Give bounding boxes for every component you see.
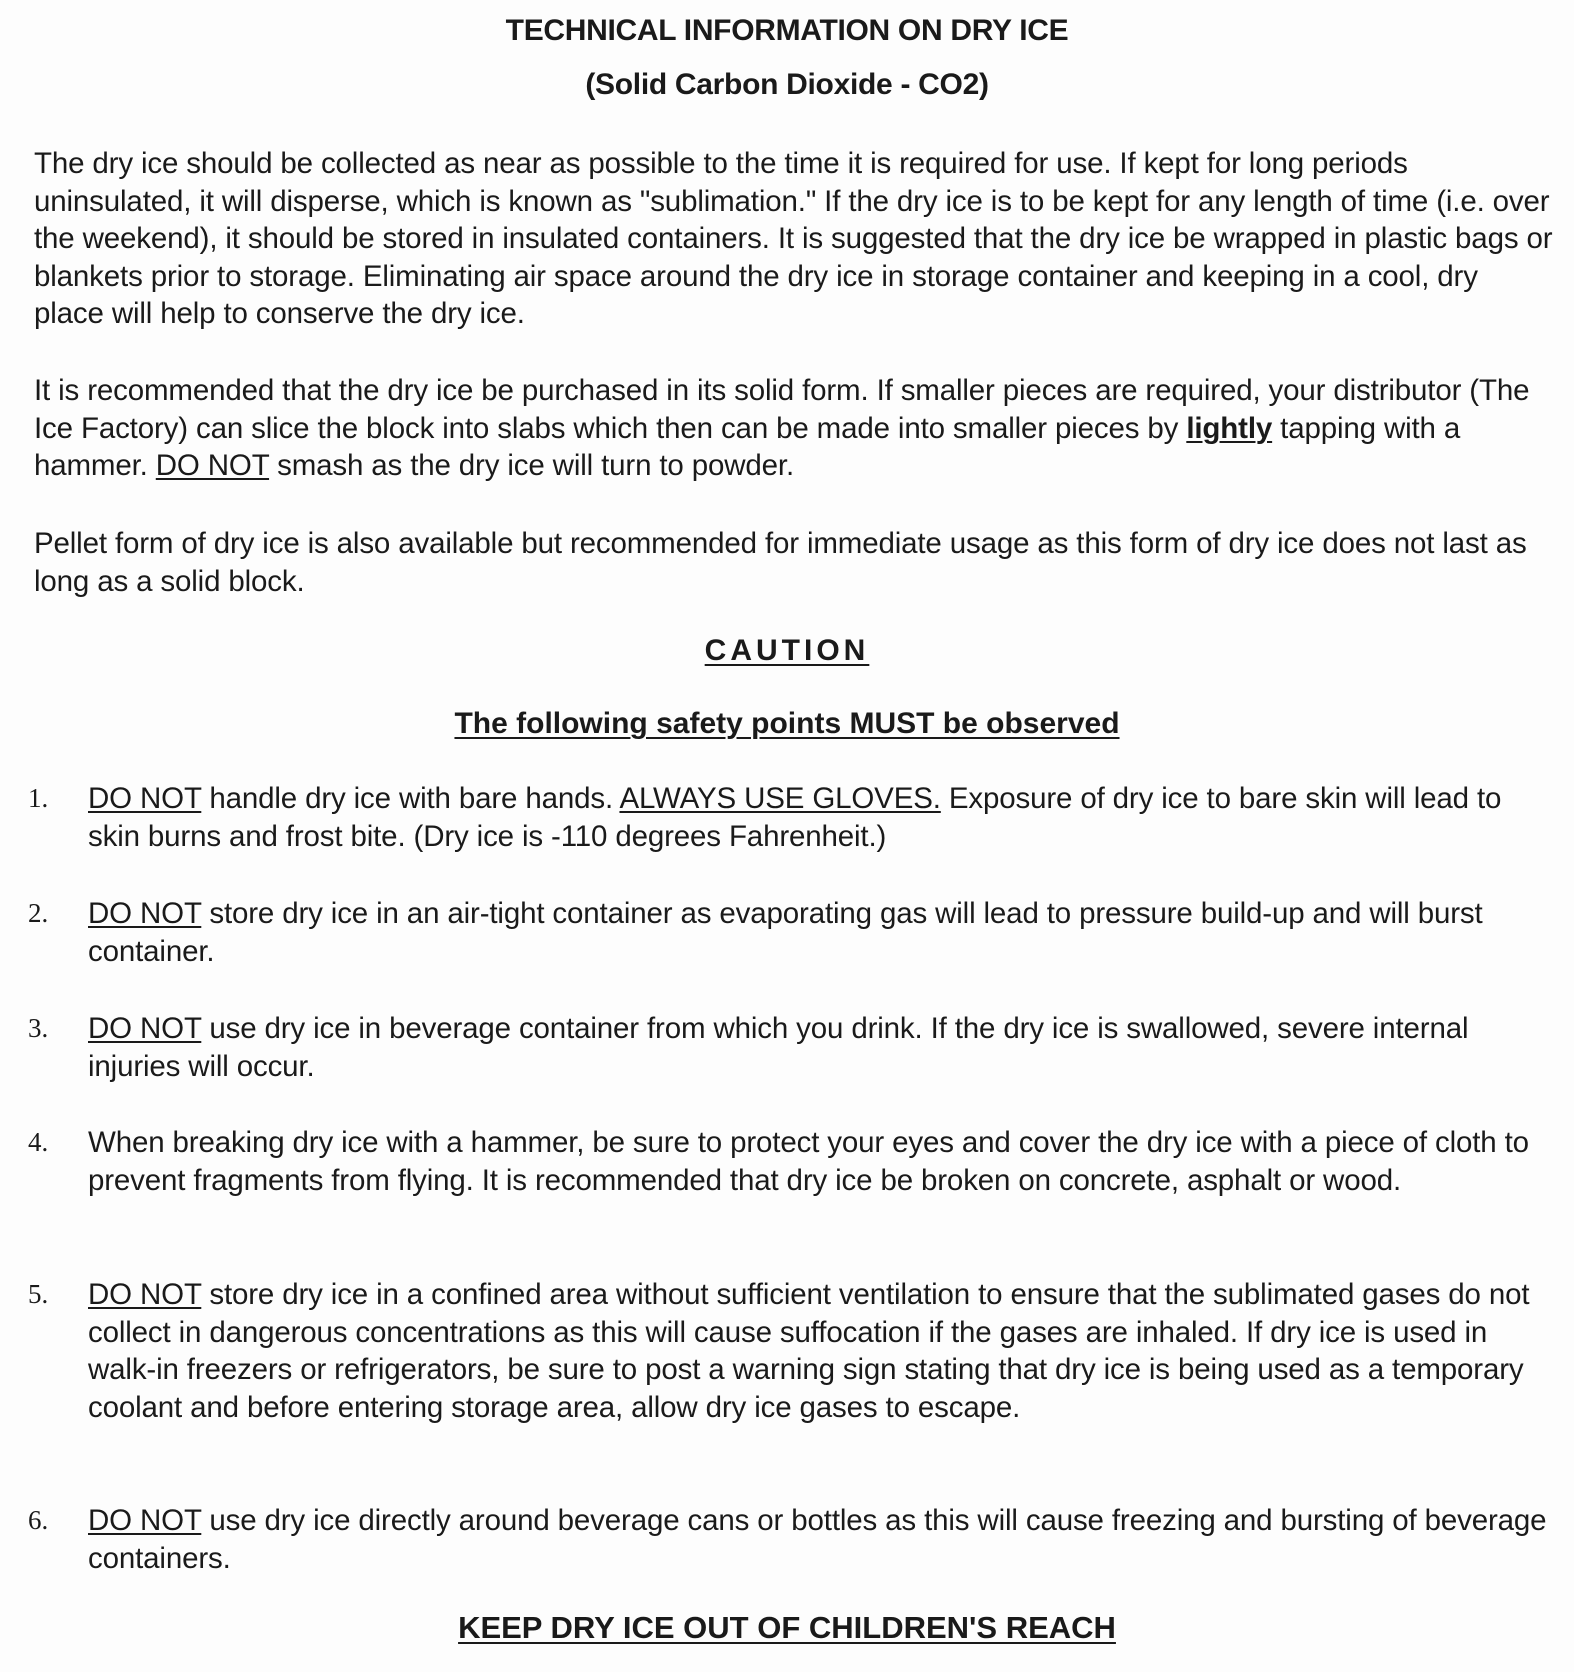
item-body: use dry ice directly around beverage cans or bottles as this will cause freezing and bursting of beverage containers. — [88, 1504, 1547, 1575]
item-body: use dry ice in beverage container from which you drink. If the dry ice is swallowed, severe internal injuries will occur. — [88, 1012, 1469, 1083]
emphasis-do-not: DO NOT — [155, 449, 270, 482]
item-number: 2. — [28, 898, 49, 928]
item-number: 4. — [28, 1127, 49, 1157]
para-text: tapping with a hammer. — [34, 411, 1461, 482]
emphasis-do-not: DO NOT — [88, 1278, 202, 1311]
emphasis-always-use-gloves: ALWAYS USE GLOVES. — [619, 782, 941, 815]
item-text: When breaking dry ice with a hammer, be sure to protect your eyes and cover the dry ice with a piece of cloth to prevent fragments from flying. It is recommended that dry ice be broken on concrete, asphalt or wood. — [88, 1126, 1529, 1197]
emphasis-do-not: DO NOT — [88, 1504, 202, 1537]
document-subtitle: (Solid Carbon Dioxide - CO2) — [585, 68, 989, 101]
item-body: handle dry ice with bare hands. — [201, 782, 620, 815]
item-body: Exposure of dry ice to bare skin will lead to skin burns and frost bite. (Dry ice is -110 degrees Fahrenheit.) — [88, 782, 1502, 853]
item-text — [88, 1010, 1558, 1085]
item-text — [88, 780, 1558, 855]
intro-paragraph-storage: The dry ice should be collected as near as possible to the time it is required for use. If kept for long periods uninsulated, it will disperse, which is known as "sublimation." If the dry ice is to be kept for any length of time (i.e. over the weekend), it should be stored in insulated containers. It is suggested that the dry ice be wrapped in plastic bags or blankets prior to storage. Eliminating air space around the dry ice in storage container and keeping in a cool, dry place will help to conserve the dry ice. — [34, 147, 1553, 330]
item-text — [88, 1276, 1558, 1426]
item-body: store dry ice in an air-tight container as evaporating gas will lead to pressure build-up and will burst container. — [88, 897, 1483, 968]
emphasis-lightly: lightly — [1186, 411, 1273, 445]
footer-warning: KEEP DRY ICE OUT OF CHILDREN'S REACH — [458, 1610, 1116, 1645]
item-text — [88, 1502, 1558, 1577]
item-number: 6. — [28, 1505, 49, 1535]
para-text: It is recommended that the dry ice be purchased in its solid form. If smaller pieces are required, your distributor (The Ice Factory) can slice the block into slabs which then can be made into smaller pieces by — [34, 374, 1530, 445]
safety-subheading: The following safety points MUST be observed — [454, 707, 1120, 740]
item-text — [88, 895, 1558, 970]
intro-paragraph-purchase — [34, 372, 1554, 485]
emphasis-do-not: DO NOT — [88, 782, 202, 815]
para-text: smash as the dry ice will turn to powder. — [269, 449, 794, 482]
item-body: store dry ice in a confined area without sufficient ventilation to ensure that the sublimated gases do not collect in dangerous concentrations as this will cause suffocation if the gases are inhaled. If dry ice is used in walk-in freezers or refrigerators, be sure to post a warning sign stating that dry ice is being used as a temporary coolant and before entering storage area, allow dry ice gases to escape. — [88, 1278, 1530, 1424]
caution-heading: CAUTION — [704, 634, 870, 667]
item-number: 1. — [28, 783, 49, 813]
intro-paragraph-pellet: Pellet form of dry ice is also available but recommended for immediate usage as this form of dry ice does not last as long as a solid block. — [34, 527, 1527, 598]
item-number: 3. — [28, 1013, 49, 1043]
item-number: 5. — [28, 1279, 49, 1309]
emphasis-do-not: DO NOT — [88, 897, 202, 930]
document-title: TECHNICAL INFORMATION ON DRY ICE — [505, 14, 1069, 47]
emphasis-do-not: DO NOT — [88, 1012, 202, 1045]
